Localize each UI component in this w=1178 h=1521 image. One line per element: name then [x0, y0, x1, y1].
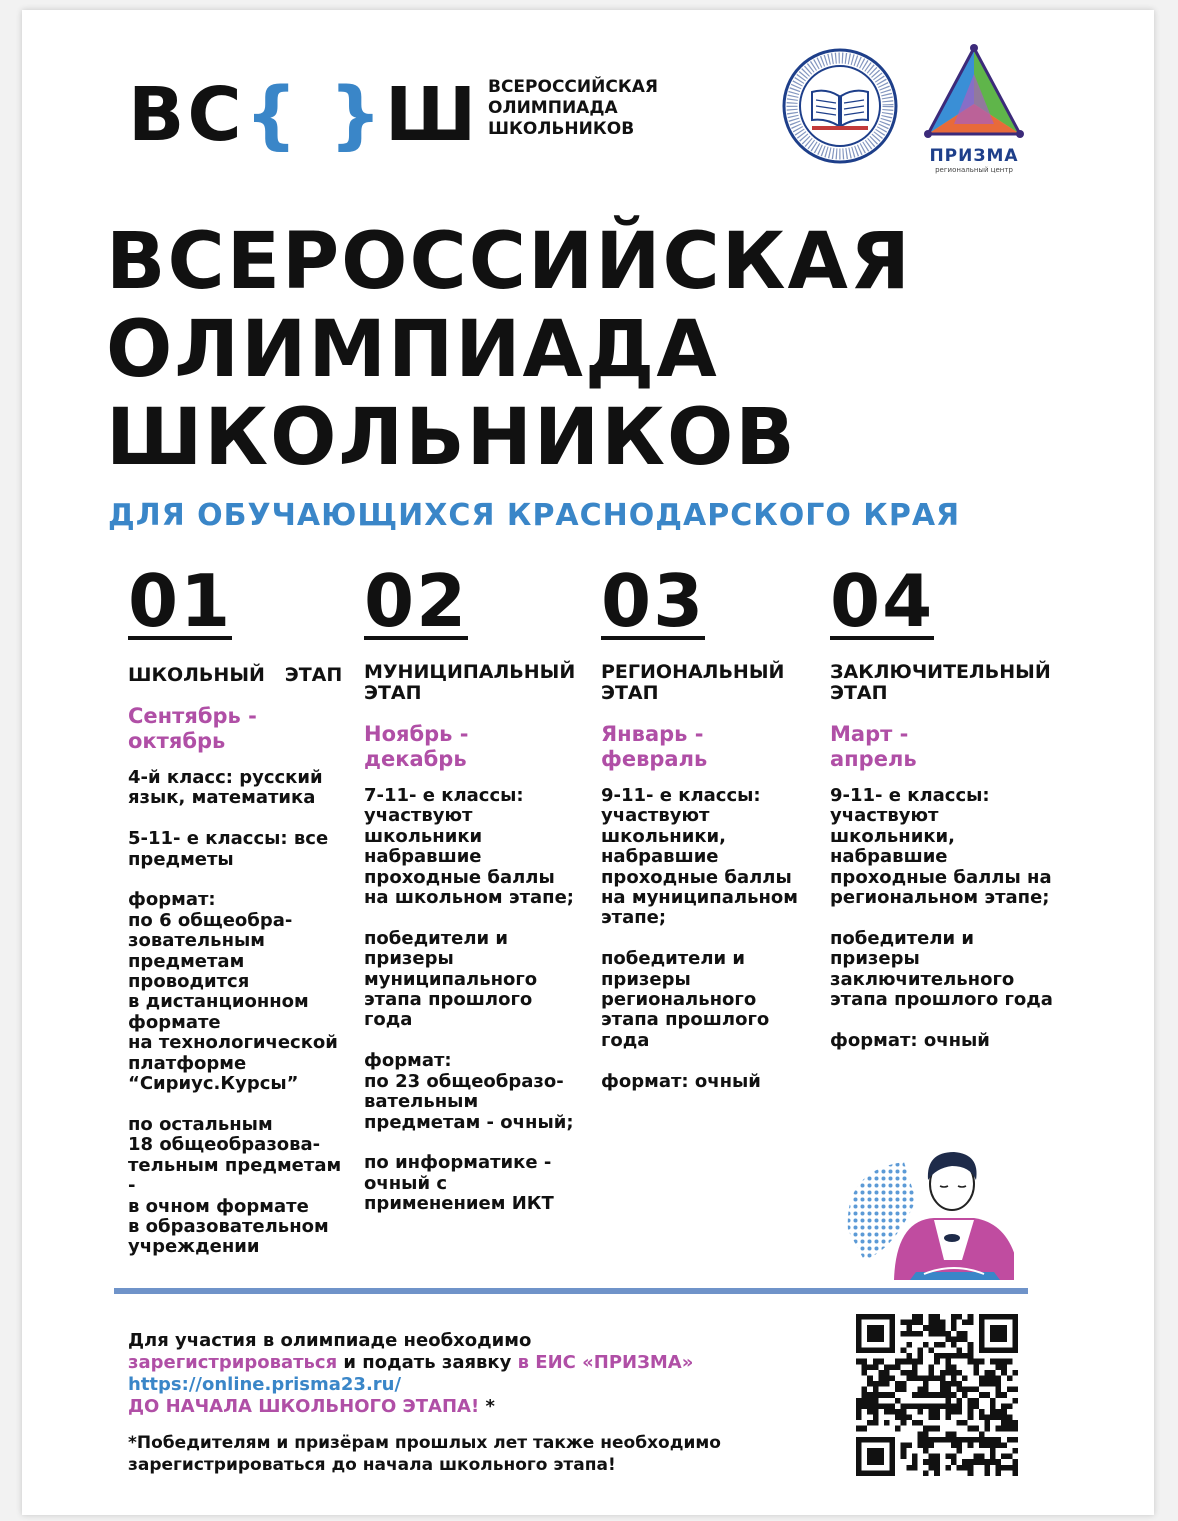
stage-description: 9-11- е классы: участвуют школьники, набравшие проходные баллы на муниципальном этапе; победители и призеры регионального этапа прошлого года формат: очный	[601, 785, 798, 1092]
ministry-seal-icon	[782, 48, 898, 164]
registration-line1: Для участия в олимпиаде необходимо	[128, 1330, 532, 1351]
logo-caption-line1: ВСЕРОССИЙСКАЯ	[488, 77, 658, 97]
stage-name: ШКОЛЬНЫЙ ЭТАП	[128, 664, 343, 686]
footnote-line2: зарегистрироваться до начала школьного этапа!	[128, 1455, 616, 1475]
stage-number: 02	[364, 559, 469, 643]
stage-name: МУНИЦИПАЛЬНЫЙ ЭТАП	[364, 661, 576, 704]
logo-caption-line3: ШКОЛЬНИКОВ	[488, 119, 635, 139]
footnote-line1: *Победителям и призёрам прошлых лет также необходимо	[128, 1433, 721, 1453]
stage-name: ЗАКЛЮЧИТЕЛЬНЫЙ ЭТАП	[830, 661, 1051, 704]
title-line3: ШКОЛЬНИКОВ	[106, 393, 797, 483]
stage-number: 01	[128, 559, 233, 643]
student-writing-illustration	[824, 1140, 1014, 1280]
stage-description: 9-11- е классы: участвуют школьники, набравшие проходные баллы на региональном этапе; победители и призеры заключительного этапа прошлого года формат: очный	[830, 785, 1053, 1051]
title-line1: ВСЕРОССИЙСКАЯ	[106, 217, 912, 307]
prisma-subtitle: региональный центр	[935, 166, 1013, 174]
vsosh-logo	[128, 70, 479, 160]
registration-url-link[interactable]: https://online.prisma23.ru/	[128, 1374, 402, 1395]
stage-description: 4-й класс: русский язык, математика 5-11- е классы: все предметы формат: по 6 общеобра- зовательным предметам проводится в дистанционном формате на технологической платформе “Сириус.Курсы” по остальным 18 общеобразова- тельным предметам - в очном формате в образовательном учреждении	[128, 767, 342, 1258]
footnote	[128, 1432, 721, 1476]
stage-regional	[601, 559, 827, 1092]
stage-description: 7-11- е классы: участвуют школьники набравшие проходные баллы на школьном этапе; победители и призеры муниципального этапа прошлого года формат: по 23 общеобразо- вательным предметам - очный; по информатике - очный с применением ИКТ	[364, 785, 574, 1215]
register-text: зарегистрироваться	[128, 1352, 338, 1373]
asterisk: *	[479, 1396, 495, 1417]
registration-deadline	[128, 1396, 693, 1418]
qr-code-icon[interactable]	[856, 1314, 1018, 1476]
eis-text: в ЕИС «ПРИЗМА»	[517, 1352, 694, 1373]
stage-school	[128, 559, 354, 1258]
prisma-triangle-icon	[924, 44, 1024, 140]
stage-dates: Март - апрель	[830, 722, 917, 771]
logo-mark-right: Ш	[384, 72, 480, 158]
page-title	[106, 218, 912, 482]
logo-mark-left: ВС	[128, 72, 245, 158]
registration-info	[128, 1330, 693, 1418]
stage-dates: Сентябрь - октябрь	[128, 704, 257, 753]
stage-number: 03	[601, 559, 706, 643]
prisma-logo	[924, 44, 1024, 174]
logo-caption	[488, 77, 658, 140]
divider	[114, 1288, 1028, 1294]
stage-dates: Январь - февраль	[601, 722, 708, 771]
apply-text: и подать заявку	[337, 1352, 518, 1373]
stage-number: 04	[830, 559, 935, 643]
stage-dates: Ноябрь - декабрь	[364, 722, 469, 771]
page-subtitle: ДЛЯ ОБУЧАЮЩИХСЯ КРАСНОДАРСКОГО КРАЯ	[108, 498, 961, 533]
logo-caption-line2: ОЛИМПИАДА	[488, 98, 618, 118]
title-line2: ОЛИМПИАДА	[106, 305, 719, 395]
stage-name: РЕГИОНАЛЬНЫЙ ЭТАП	[601, 661, 785, 704]
stage-final	[830, 559, 1070, 1051]
deadline-text: ДО НАЧАЛА ШКОЛЬНОГО ЭТАПА!	[128, 1396, 480, 1417]
registration-line2	[128, 1352, 693, 1374]
prisma-name: ПРИЗМА	[929, 146, 1019, 166]
logo-mark-brace: { }	[244, 72, 385, 158]
stage-municipal	[364, 559, 590, 1215]
